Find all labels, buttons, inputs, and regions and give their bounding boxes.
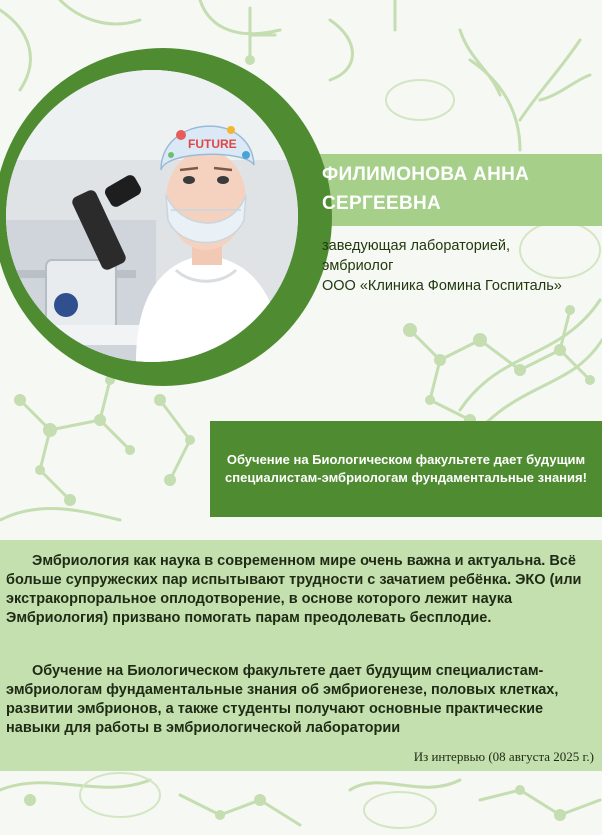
quote-text [218, 451, 594, 487]
quote-line-2: специалистам-эмбриологам фундаментальные знания! [225, 470, 587, 485]
profile-photo [6, 70, 298, 362]
name-line-1: ФИЛИМОНОВА АННА [322, 164, 530, 185]
interview-source: Из интервью (08 августа 2025 г.) [413, 749, 594, 764]
name-line-2: СЕРГЕЕВНА [322, 193, 442, 214]
organization: ООО «Клиника Фомина Госпиталь» [322, 278, 562, 294]
article-paragraph-1: Эмбриология как наука в современном мире очень важна и актуальна. Всё больше супружеских пар испытывают трудности с зачатием ребёнка. ЭКО (или экстракорпоральное оплодотворение, в основе которого лежит наука Эмбриология) призвано помогать парам преодолевать бесплодие. [6, 553, 582, 626]
quote-banner [210, 421, 602, 517]
position-block [322, 236, 602, 296]
position-line-1: заведующая лабораторией, [322, 238, 511, 254]
article-panel [0, 540, 602, 771]
position-line-2: эмбриолог [322, 258, 394, 274]
cap-text: FUTURE [188, 137, 237, 151]
person-name [322, 160, 592, 218]
quote-line-1: Обучение на Биологическом факультете дает будущим [226, 452, 586, 467]
photo-ring [0, 48, 332, 386]
article-paragraph-2: Обучение на Биологическом факультете дает будущим специалистам-эмбриологам фундаментальные знания об эмбриогенезе, половых клетках, развитии эмбрионов, а также студенты получают основные практические навыки для работы в эмбриологической лаборатории [6, 663, 559, 736]
